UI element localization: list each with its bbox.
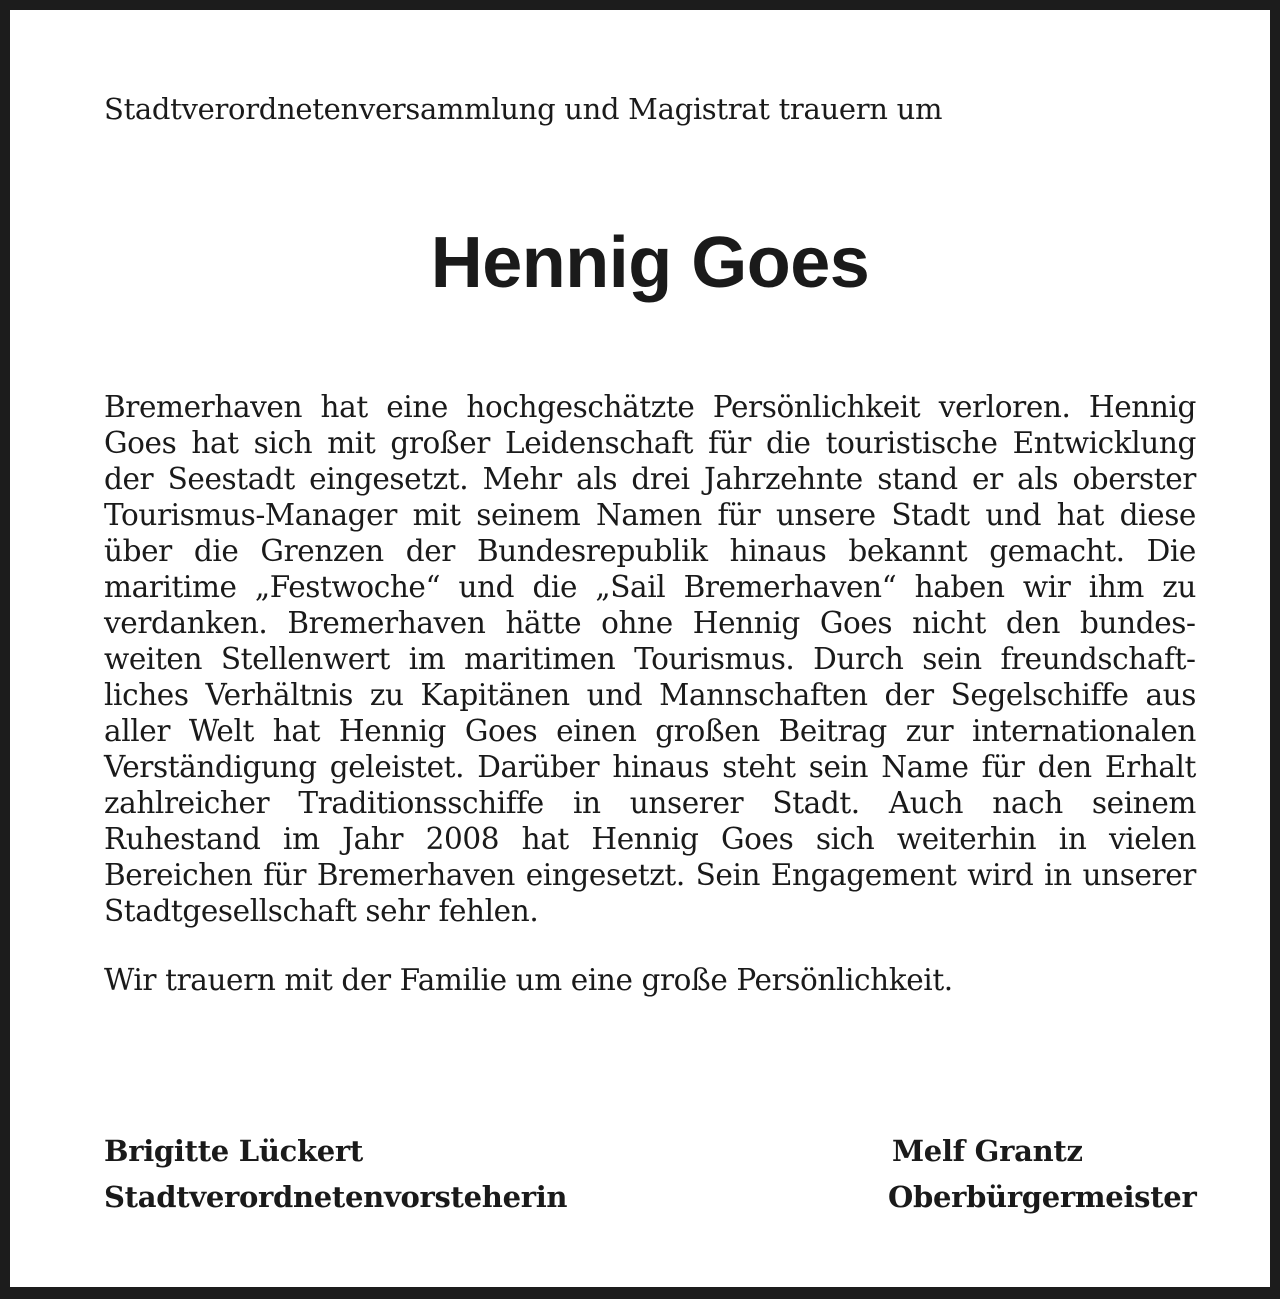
signatory-name: Melf Grantz xyxy=(892,1134,1083,1168)
signatory-title: Stadtverordnetenvorsteherin xyxy=(104,1180,568,1214)
signature-block-right xyxy=(888,1128,1196,1220)
closing-line: Wir trauern mit der Familie um eine große Persönlichkeit. xyxy=(104,963,953,997)
intro-line: Stadtverordnetenversammlung und Magistrat trauern um xyxy=(104,92,943,126)
signatory-name: Brigitte Lückert xyxy=(104,1134,363,1168)
signatory-title: Oberbürgermeister xyxy=(888,1180,1197,1214)
tribute-paragraph: Bremerhaven hat eine hochgeschätzte Persönlichkeit verloren. Hennig Goes hat sich mit großer Leidenschaft für die touristische Entwicklung der Seestadt eingesetzt. Mehr als drei Jahrzehnte stand er als oberster Tourismus-Manager mit seinem Namen für unsere Stadt und hat diese über die Grenzen der Bundesrepublik hinaus bekannt gemacht. Die maritime „Festwoche“ und die „Sail Bremerhaven“ haben wir ihm zu verdanken. Bremerhaven hätte ohne Hennig Goes nicht den bundesweiten Stellenwert im maritimen Tourismus. Durch sein freundschaftliches Verhältnis zu Kapitänen und Mannschaften der Segelschiffe aus aller Welt hat Hennig Goes einen großen Beitrag zur internationalen Verständigung geleistet. Darüber hinaus steht sein Name für den Erhalt zahlreicher Traditionsschiffe in unserer Stadt. Auch nach seinem Ruhestand im Jahr 2008 hat Hennig Goes sich weiterhin in vielen Bereichen für Bremerhaven eingesetzt. Sein Engagement wird in unserer Stadtgesellschaft sehr fehlen. xyxy=(104,390,1196,928)
signature-block-left xyxy=(104,1128,567,1220)
deceased-name: Hennig Goes xyxy=(430,223,870,303)
